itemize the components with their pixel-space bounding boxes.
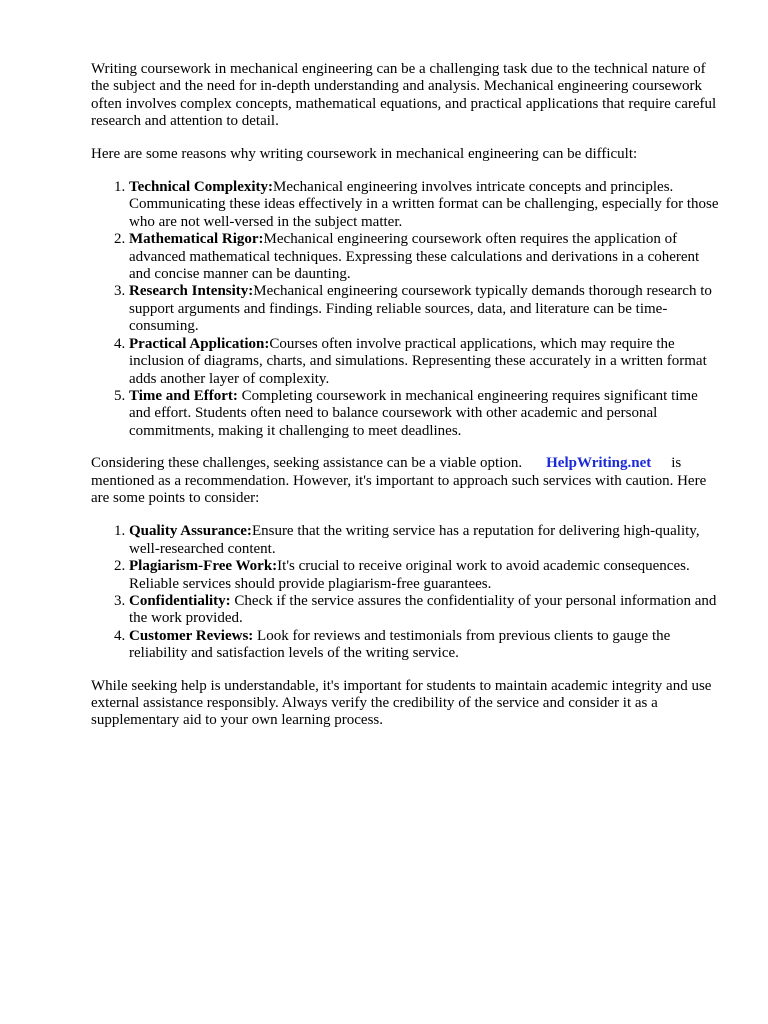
consider-text-after: is mentioned as a recommendation. However, it's important to approach such services with caution. Here are some points to consider: [91, 455, 707, 506]
reasons-list [91, 179, 721, 440]
reasons-intro-paragraph: Here are some reasons why writing coursework in mechanical engineering can be difficult: [91, 145, 638, 162]
list-item-term: Mathematical Rigor: [129, 231, 264, 248]
consider-paragraph [91, 455, 721, 507]
list-item [129, 593, 721, 628]
closing-paragraph: While seeking help is understandable, it's important for students to maintain academic integrity and use external assistance responsibly. Always verify the credibility of the service and consider it as a supplementary aid to your own learning process. [91, 677, 712, 729]
list-item-term: Research Intensity: [129, 283, 254, 300]
list-item [129, 179, 721, 231]
list-item [129, 628, 721, 663]
list-item-term: Confidentiality: [129, 592, 231, 609]
list-item-term: Time and Effort: [129, 387, 238, 404]
document-page [91, 61, 721, 730]
list-item-term: Plagiarism-Free Work: [129, 558, 278, 575]
list-item-text: Look for reviews and testimonials from previous clients to gauge the reliability and satisfaction levels of the writing service. [129, 627, 671, 662]
list-item [129, 283, 721, 335]
list-item-text: Courses often involve practical applications, which may require the inclusion of diagrams, charts, and simulations. Representing these accurately in a written format adds another layer of complexity. [129, 335, 707, 387]
intro-paragraph: Writing coursework in mechanical engineering can be a challenging task due to the technical nature of the subject and the need for in-depth understanding and analysis. Mechanical engineering coursework often involves complex concepts, mathematical equations, and practical applications that require careful research and attention to detail. [91, 61, 717, 130]
list-item-text: Completing coursework in mechanical engineering requires significant time and effort. Students often need to balance coursework with other academic and personal commitments, making it challenging to meet deadlines. [129, 387, 698, 439]
list-item [129, 231, 721, 283]
list-item [129, 388, 721, 440]
list-item-term: Quality Assurance: [129, 523, 252, 540]
list-item [129, 523, 721, 558]
list-item-text: Mechanical engineering involves intricate concepts and principles. Communicating these ideas effectively in a written format can be challenging, especially for those who are not well-versed in the subject matter. [129, 179, 719, 230]
points-list [91, 523, 721, 662]
list-item-text: Mechanical engineering coursework typically demands thorough research to support arguments and findings. Finding reliable sources, data, and literature can be time-consuming. [129, 283, 712, 335]
list-item-term: Customer Reviews: [129, 627, 254, 644]
list-item-term: Practical Application: [129, 335, 270, 352]
list-item-term: Technical Complexity: [129, 179, 274, 196]
list-item-text: It's crucial to receive original work to avoid academic consequences. Reliable services should provide plagiarism-free guarantees. [129, 558, 690, 592]
consider-text-before: Considering these challenges, seeking assistance can be a viable option. [91, 455, 523, 472]
list-item [129, 558, 721, 593]
list-item-text: Mechanical engineering coursework often requires the application of advanced mathematical techniques. Expressing these calculations and derivations in a coherent and concise manner can be daunting. [129, 231, 700, 283]
list-item-text: Check if the service assures the confidentiality of your personal information and the work provided. [129, 592, 717, 627]
helpwriting-link[interactable]: HelpWriting.net [546, 455, 652, 472]
list-item-text: Ensure that the writing service has a reputation for delivering high-quality, well-researched content. [129, 523, 700, 557]
list-item [129, 336, 721, 388]
